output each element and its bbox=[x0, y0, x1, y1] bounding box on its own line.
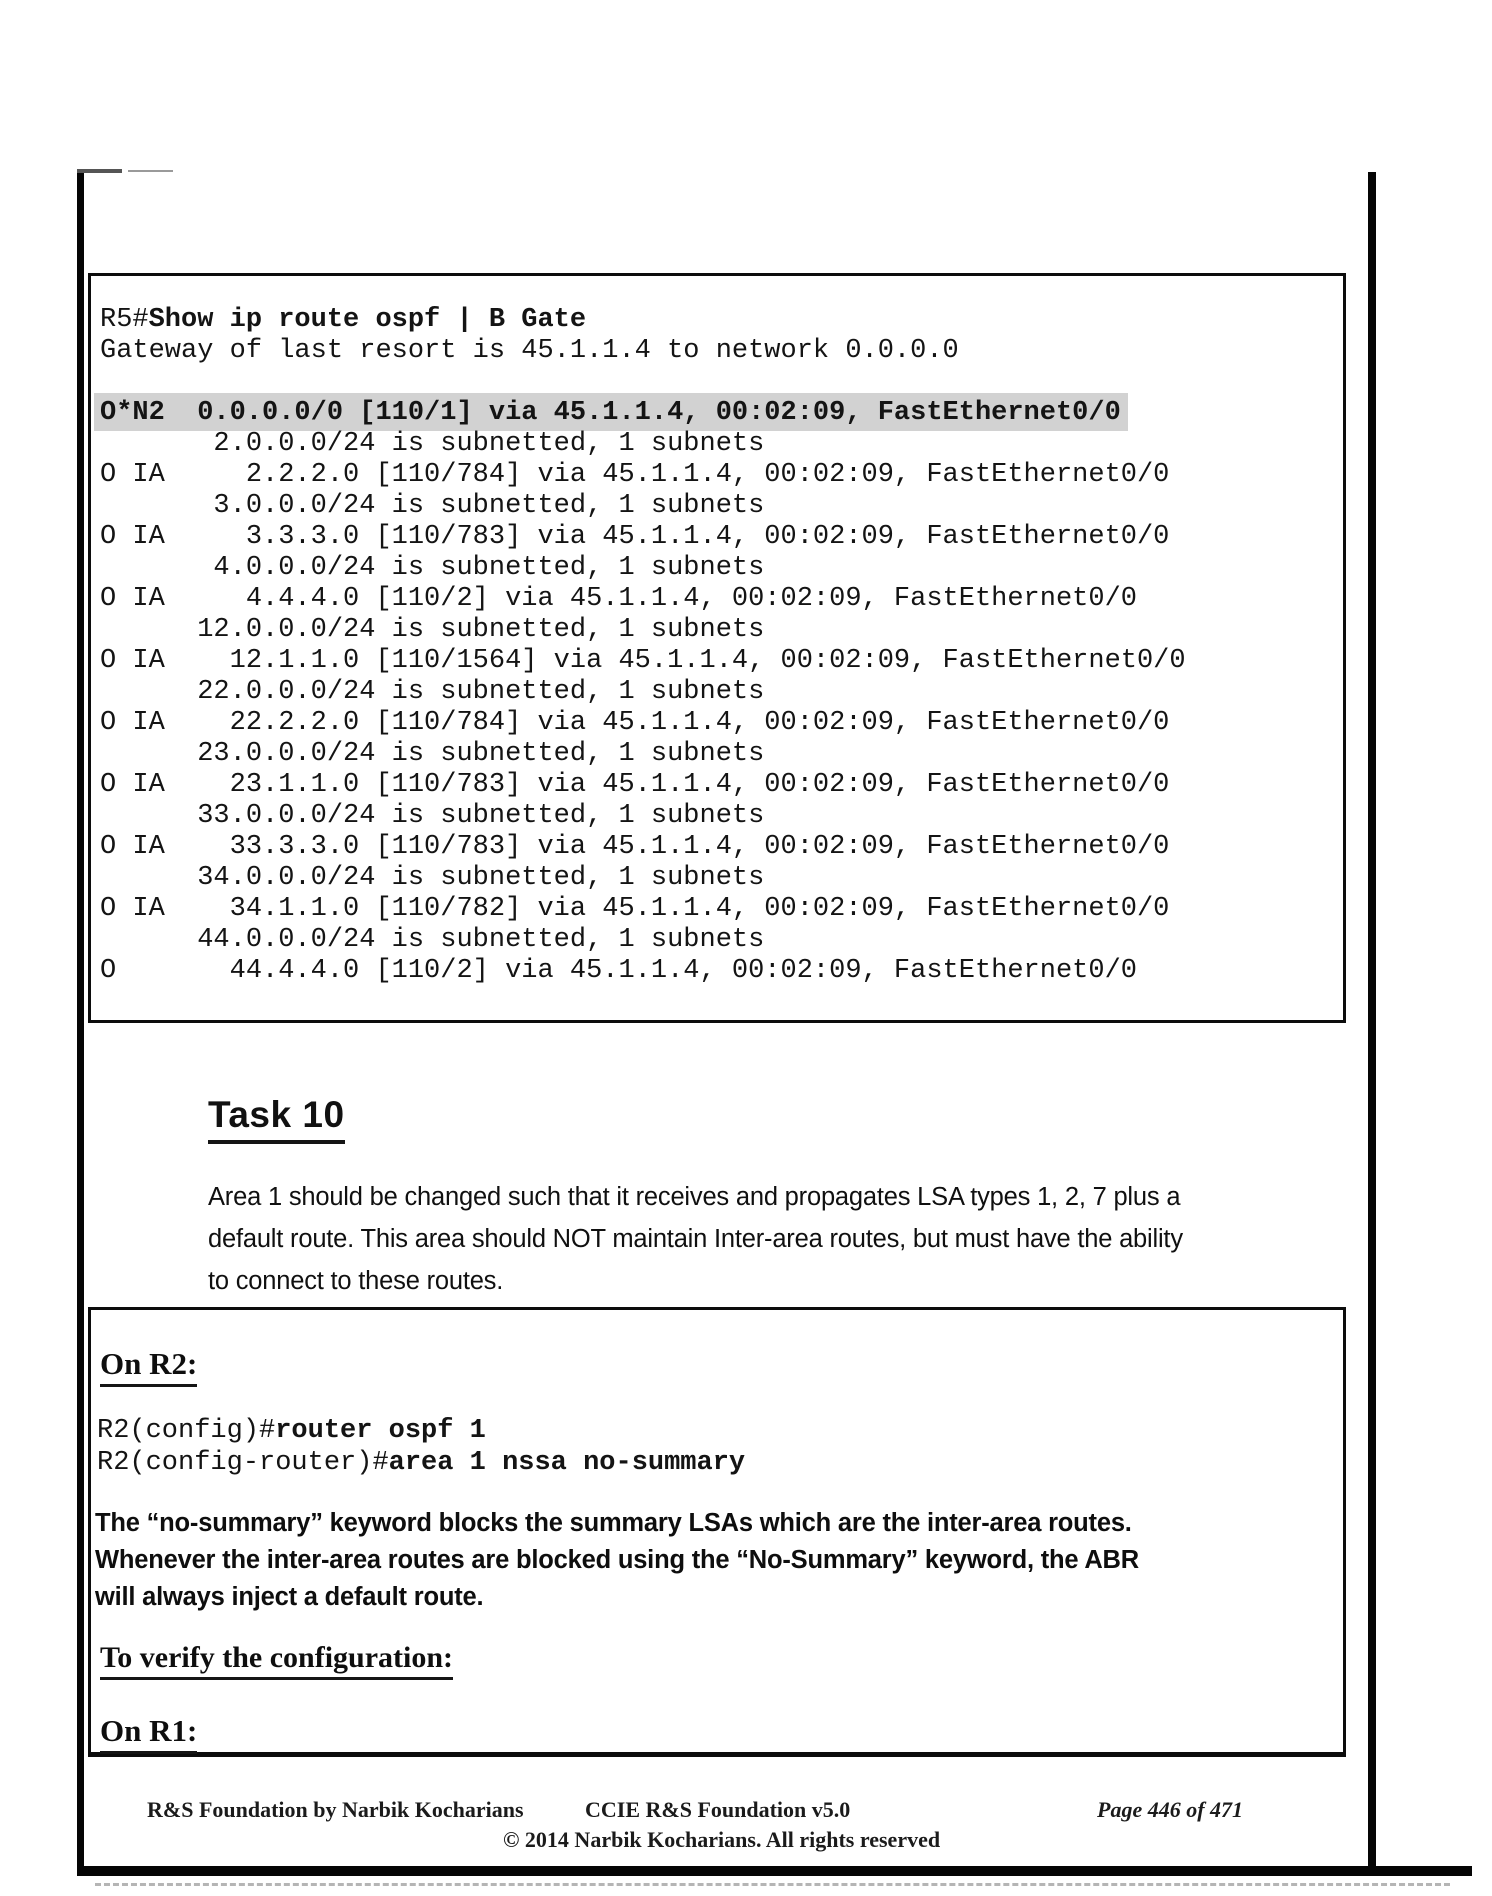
terminal-command-line bbox=[100, 305, 1186, 336]
route-line: O IA 22.2.2.0 [110/784] via 45.1.1.4, 00:02:09, FastEthernet0/0 bbox=[100, 708, 1170, 738]
route-line: 23.0.0.0/24 is subnetted, 1 subnets bbox=[100, 739, 765, 769]
on-r2-heading: On R2: bbox=[100, 1346, 197, 1387]
highlighted-route-line bbox=[100, 398, 1186, 429]
config-prompt: R2(config-router)# bbox=[97, 1448, 389, 1478]
route-line: 33.0.0.0/24 is subnetted, 1 subnets bbox=[100, 801, 765, 831]
route-line: 34.0.0.0/24 is subnetted, 1 subnets bbox=[100, 863, 765, 893]
terminal-text bbox=[100, 305, 1186, 987]
route-line: O IA 12.1.1.0 [110/1564] via 45.1.1.4, 00:02:09, FastEthernet0/0 bbox=[100, 646, 1186, 676]
footer-page-number: Page 446 of 471 bbox=[1097, 1797, 1244, 1822]
route-line: 44.0.0.0/24 is subnetted, 1 subnets bbox=[100, 925, 765, 955]
scan-artifact-dashes bbox=[95, 1883, 1450, 1886]
route-line: O 44.4.4.0 [110/2] via 45.1.1.4, 00:02:09, FastEthernet0/0 bbox=[100, 956, 1137, 986]
gateway-line: Gateway of last resort is 45.1.1.4 to network 0.0.0.0 bbox=[100, 336, 959, 366]
task-heading: Task 10 bbox=[208, 1094, 345, 1144]
route-line: O IA 23.1.1.0 [110/783] via 45.1.1.4, 00:02:09, FastEthernet0/0 bbox=[100, 770, 1170, 800]
footer-book-title: R&S Foundation by Narbik Kocharians bbox=[147, 1797, 524, 1822]
router-command: Show ip route ospf | B Gate bbox=[148, 305, 587, 335]
on-r1-heading: On R1: bbox=[100, 1713, 197, 1754]
router-prompt: R5# bbox=[100, 305, 149, 335]
footer-course-title: CCIE R&S Foundation v5.0 bbox=[585, 1797, 851, 1822]
config-command-line bbox=[97, 1448, 745, 1479]
config-prompt: R2(config)# bbox=[97, 1416, 276, 1446]
page-frame-bottom bbox=[77, 1866, 1472, 1876]
route-line: 4.0.0.0/24 is subnetted, 1 subnets bbox=[100, 553, 765, 583]
route-line: 2.0.0.0/24 is subnetted, 1 subnets bbox=[100, 429, 765, 459]
route-line: 22.0.0.0/24 is subnetted, 1 subnets bbox=[100, 677, 765, 707]
route-line: O IA 34.1.1.0 [110/782] via 45.1.1.4, 00:02:09, FastEthernet0/0 bbox=[100, 894, 1170, 924]
route-line: 3.0.0.0/24 is subnetted, 1 subnets bbox=[100, 491, 765, 521]
verify-heading: To verify the configuration: bbox=[100, 1641, 453, 1680]
route-line: O IA 4.4.4.0 [110/2] via 45.1.1.4, 00:02:09, FastEthernet0/0 bbox=[100, 584, 1137, 614]
config-command: area 1 nssa no-summary bbox=[388, 1448, 746, 1478]
explanation-paragraph: The “no-summary” keyword blocks the summary LSAs which are the inter-area routes. Whenever the inter-area routes are blocked using the “No-Summary” keyword, the ABR will always inject a default route. bbox=[95, 1509, 1139, 1611]
page-frame-left bbox=[77, 173, 84, 1873]
config-command-line bbox=[97, 1416, 486, 1447]
config-command: router ospf 1 bbox=[275, 1416, 486, 1446]
route-line: O IA 2.2.2.0 [110/784] via 45.1.1.4, 00:02:09, FastEthernet0/0 bbox=[100, 460, 1170, 490]
route-line: 12.0.0.0/24 is subnetted, 1 subnets bbox=[100, 615, 765, 645]
task-description: Area 1 should be changed such that it receives and propagates LSA types 1, 2, 7 plus a default route. This area should NOT maintain Inter-area routes, but must have the ability to connect to these routes. bbox=[208, 1183, 1183, 1295]
page-frame-right bbox=[1368, 172, 1376, 1873]
route-line: O IA 33.3.3.0 [110/783] via 45.1.1.4, 00:02:09, FastEthernet0/0 bbox=[100, 832, 1170, 862]
route-line: O IA 3.3.3.0 [110/783] via 45.1.1.4, 00:02:09, FastEthernet0/0 bbox=[100, 522, 1170, 552]
terminal-output-box bbox=[88, 273, 1346, 1023]
scan-artifact-tick bbox=[128, 170, 173, 172]
footer-copyright: © 2014 Narbik Kocharians. All rights reserved bbox=[503, 1827, 941, 1852]
highlight-marker: O*N2 0.0.0.0/0 [110/1] via 45.1.1.4, 00:02:09, FastEthernet0/0 bbox=[94, 393, 1128, 431]
